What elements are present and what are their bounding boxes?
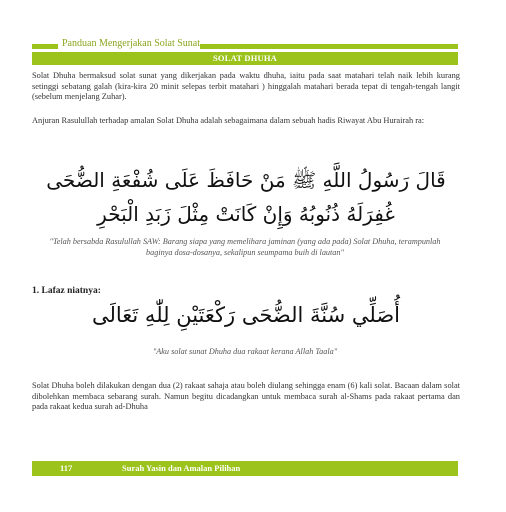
- hadith-translation: "Telah bersabda Rasulullah SAW: Barang siapa yang memelihara jaminan (yang ada pada) Solat Dhuha, terampunlah baginya dosa-dosanya, sekalipun seumpama buih di lautan": [49, 237, 441, 257]
- header-accent-bar-right: [200, 44, 458, 49]
- footer-book-title: Surah Yasin dan Amalan Pilihan: [122, 463, 241, 473]
- page-number: 117: [60, 463, 73, 473]
- header-accent-bar-left: [32, 44, 58, 49]
- section-title-band: [32, 52, 458, 65]
- section-title: SOLAT DHUHA: [213, 53, 277, 63]
- lafaz-heading: 1. Lafaz niatnya:: [32, 286, 101, 296]
- closing-paragraph: Solat Dhuha boleh dilakukan dengan dua (2) rakaat sahaja atau boleh diulang sehingga enam (6) kali solat. Bacaan dalam solat dibolehkan membaca sebarang surah. Namun begitu dicadangkan untuk membaca surah al-Shams pada rakaat pertama dan pada rakaat kedua surah ad-Dhuha: [32, 381, 460, 411]
- hadith-arabic-text: قَالَ رَسُولُ اللَّهِ ﷺ مَنْ حَافَظَ عَلَى شُفْعَةِ الضُّحَى غُفِرَلَهُ ذُنُوبُهُ وَإِنْ كَانَتْ مِثْلَ زَبَدِ الْبَحْرِ: [46, 168, 446, 226]
- hadith-intro-paragraph: Anjuran Rasulullah terhadap amalan Solat Dhuha adalah sebagaimana dalam sebuah hadis Riwayat Abu Hurairah ra:: [32, 116, 425, 125]
- running-header-title: Panduan Mengerjakan Solat Sunat: [62, 38, 201, 49]
- intro-paragraph: Solat Dhuha bermaksud solat sunat yang dikerjakan pada waktu dhuha, iaitu pada saat matahari telah naik lebih kurang setinggi sebatang galah (kira-kira 20 minit selepas terbit matahari ) hinggalah matahari berada tepat di tengah-tengah langit (sebelum menjelang Zuhar).: [32, 71, 460, 101]
- niat-translation: "Aku solat sunat Dhuha dua rakaat kerana Allah Taala": [152, 347, 338, 356]
- niat-arabic-text: أُصَلِّي سُنَّةَ الضُّحَى رَكْعَتَيْنِ لِلّٰهِ تَعَالَى: [91, 303, 400, 327]
- footer-band: [32, 461, 458, 476]
